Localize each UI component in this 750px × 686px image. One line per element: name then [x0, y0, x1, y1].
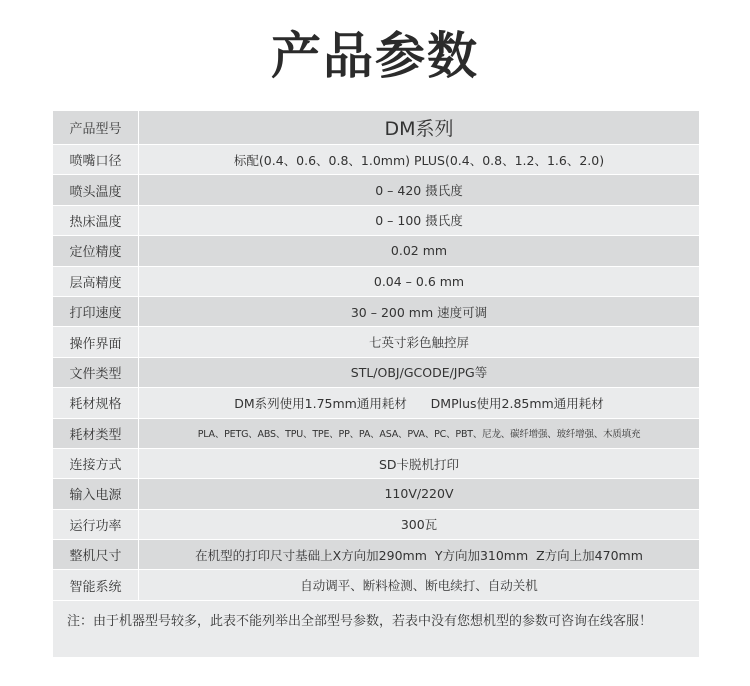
spec-row-position-accuracy [53, 236, 699, 266]
spec-row-dimensions [53, 540, 699, 570]
spec-label: 文件类型 [53, 358, 139, 387]
footnote: 注：由于机器型号较多，此表不能列举出全部型号参数，若表中没有您想机型的参数可咨询在线客服！ [53, 601, 699, 657]
spec-label: 连接方式 [53, 449, 139, 478]
spec-value: 标配(0.4、0.6、0.8、1.0mm) PLUS(0.4、0.8、1.2、1.6、2.0) [233, 152, 605, 168]
spec-value: 0 – 420 摄氏度 [375, 183, 463, 199]
spec-label: 输入电源 [53, 479, 139, 508]
spec-value: 七英寸彩色触控屏 [368, 335, 469, 351]
spec-label: 操作界面 [53, 327, 139, 356]
spec-label: 耗材类型 [53, 419, 139, 448]
spec-row-bed-temp [53, 206, 699, 236]
spec-row-interface [53, 327, 699, 357]
spec-row-filament-type [53, 419, 699, 449]
spec-label: 智能系统 [53, 570, 139, 599]
spec-value: STL/OBJ/GCODE/JPG等 [350, 365, 488, 381]
spec-label: 层高精度 [53, 267, 139, 296]
spec-row-smart-system [53, 570, 699, 600]
spec-value: 110V/220V [384, 486, 454, 502]
spec-row-model [53, 111, 699, 145]
spec-label: 热床温度 [53, 206, 139, 235]
spec-row-connection [53, 449, 699, 479]
spec-value: SD卡脱机打印 [378, 456, 460, 472]
spec-value: PLA、PETG、ABS、TPU、TPE、PP、PA、ASA、PVA、PC、PBT、尼龙、碳纤增强、玻纤增强、木质填充 [197, 429, 641, 441]
spec-label: 喷嘴口径 [53, 145, 139, 174]
spec-label: 定位精度 [53, 236, 139, 265]
spec-label: 喷头温度 [53, 175, 139, 204]
spec-table [53, 111, 699, 657]
spec-row-filament-spec [53, 388, 699, 418]
page-title: 产品参数 [271, 27, 479, 85]
spec-value: 0.02 mm [390, 243, 448, 259]
spec-value: DM系列 [384, 118, 454, 140]
spec-row-layer-height [53, 267, 699, 297]
spec-label: 运行功率 [53, 510, 139, 539]
spec-row-nozzle-temp [53, 175, 699, 205]
spec-row-print-speed [53, 297, 699, 327]
spec-value: DM系列使用1.75mm通用耗材 DMPlus使用2.85mm通用耗材 [234, 395, 604, 411]
spec-value: 在机型的打印尺寸基础上X方向加290mm Y方向加310mm Z方向上加470mm [195, 547, 643, 563]
spec-row-file-type [53, 358, 699, 388]
spec-label: 整机尺寸 [53, 540, 139, 569]
spec-value: 0.04 – 0.6 mm [373, 273, 465, 289]
spec-row-power [53, 510, 699, 540]
spec-label: 产品型号 [53, 111, 139, 144]
spec-value: 300瓦 [400, 517, 438, 533]
spec-row-nozzle [53, 145, 699, 175]
spec-value: 自动调平、断料检测、断电续打、自动关机 [300, 578, 538, 594]
spec-label: 耗材规格 [53, 388, 139, 417]
spec-row-power-input [53, 479, 699, 509]
spec-label: 打印速度 [53, 297, 139, 326]
spec-value: 0 – 100 摄氏度 [375, 213, 463, 229]
spec-value: 30 – 200 mm 速度可调 [350, 304, 488, 320]
